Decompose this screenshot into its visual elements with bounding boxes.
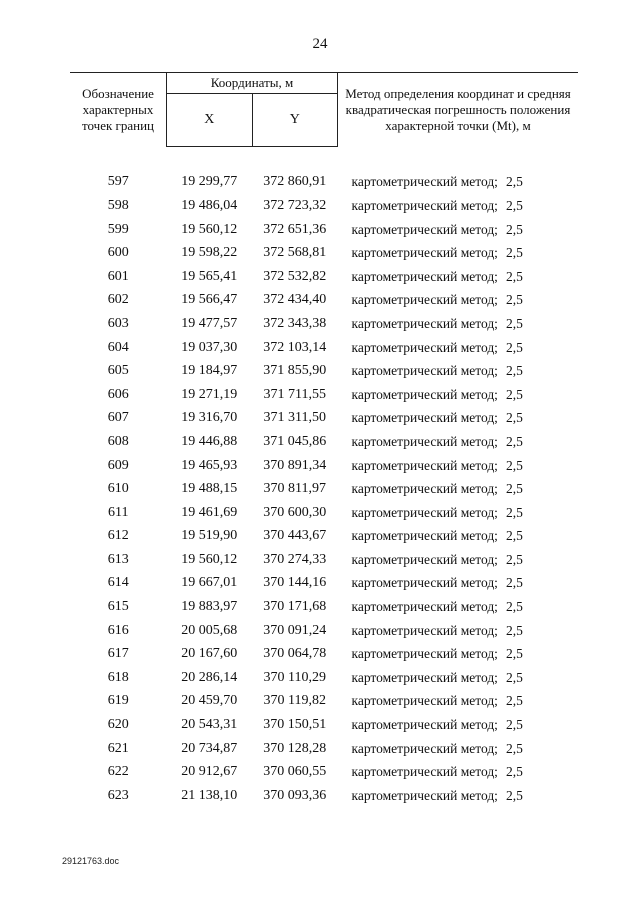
accuracy-value: 2,5	[505, 363, 523, 379]
accuracy-value: 2,5	[505, 174, 523, 190]
y-coordinate-cell: 370 171,68	[263, 599, 327, 615]
y-coordinate-cell: 370 128,28	[263, 740, 327, 756]
accuracy-value: 2,5	[505, 457, 523, 473]
accuracy-value: 2,5	[505, 292, 523, 308]
method-cell	[338, 171, 579, 195]
method-text: картометрический метод;	[351, 221, 498, 237]
y-coordinate-cell: 372 532,82	[263, 268, 327, 284]
method-text: картометрический метод;	[351, 787, 498, 803]
y-coordinate-cell: 372 723,32	[263, 197, 327, 213]
method-cell	[338, 666, 579, 690]
method-text: картометрический метод;	[351, 528, 498, 544]
method-cell	[338, 784, 579, 808]
point-number-cell: 615	[107, 599, 129, 615]
table-row	[70, 760, 578, 784]
method-cell	[338, 383, 579, 407]
x-coordinate-cell: 19 519,90	[181, 528, 238, 544]
method-cell	[338, 289, 579, 313]
table-row	[70, 241, 578, 265]
method-text: картометрический метод;	[351, 764, 498, 780]
point-number-cell: 618	[107, 669, 129, 685]
point-number-cell: 619	[107, 693, 129, 709]
method-text: картометрический метод;	[351, 646, 498, 662]
method-cell	[338, 619, 579, 643]
point-number-cell: 611	[108, 504, 129, 520]
method-cell	[338, 525, 579, 549]
table-row	[70, 430, 578, 454]
accuracy-value: 2,5	[505, 740, 523, 756]
method-text: картометрический метод;	[351, 504, 498, 520]
point-number-cell: 607	[107, 410, 129, 426]
point-number-cell: 602	[107, 292, 129, 308]
y-coordinate-cell: 371 711,55	[263, 386, 326, 402]
method-text: картометрический метод;	[351, 693, 498, 709]
accuracy-value: 2,5	[505, 575, 523, 591]
x-coordinate-cell: 19 184,97	[181, 363, 238, 379]
accuracy-value: 2,5	[505, 669, 523, 685]
table-row	[70, 525, 578, 549]
accuracy-value: 2,5	[505, 481, 523, 497]
method-cell	[338, 642, 579, 666]
method-cell	[338, 477, 579, 501]
y-coordinate-cell: 370 110,29	[263, 669, 326, 685]
y-coordinate-cell: 370 811,97	[263, 481, 326, 497]
y-coordinate-cell: 371 045,86	[263, 433, 327, 449]
x-coordinate-cell: 19 465,93	[181, 457, 238, 473]
accuracy-value: 2,5	[505, 551, 523, 567]
accuracy-value: 2,5	[505, 787, 523, 803]
table-row	[70, 171, 578, 195]
x-coordinate-cell: 20 912,67	[181, 764, 238, 780]
y-coordinate-cell: 370 600,30	[263, 504, 327, 520]
x-coordinate-cell: 19 477,57	[181, 315, 238, 331]
method-text: картометрический метод;	[351, 622, 498, 638]
table-row	[70, 383, 578, 407]
method-cell	[338, 760, 579, 784]
x-coordinate-cell: 20 543,31	[181, 717, 238, 733]
x-coordinate-cell: 19 667,01	[181, 575, 238, 591]
y-coordinate-cell: 372 343,38	[263, 315, 327, 331]
table-row	[70, 572, 578, 596]
method-cell	[338, 407, 579, 431]
method-cell	[338, 336, 579, 360]
y-coordinate-cell: 372 568,81	[263, 245, 327, 261]
table-row	[70, 501, 578, 525]
method-text: картометрический метод;	[351, 599, 498, 615]
x-coordinate-cell: 20 167,60	[181, 646, 238, 662]
x-coordinate-cell: 19 560,12	[181, 221, 238, 237]
header-point-designation: Обозначение характерных точек границ	[70, 73, 167, 147]
accuracy-value: 2,5	[505, 268, 523, 284]
accuracy-value: 2,5	[505, 528, 523, 544]
y-coordinate-cell: 370 144,16	[263, 575, 327, 591]
document-id: 29121763.doc	[62, 856, 120, 866]
table-row	[70, 595, 578, 619]
accuracy-value: 2,5	[505, 386, 523, 402]
table-row	[70, 619, 578, 643]
y-coordinate-cell: 370 150,51	[263, 717, 327, 733]
table-row	[70, 642, 578, 666]
point-number-cell: 600	[107, 245, 129, 261]
header-method: Метод определения координат и средняя квадратическая погрешность положения характерной точки (Mt), м	[338, 73, 579, 147]
x-coordinate-cell: 19 486,04	[181, 197, 238, 213]
point-number-cell: 604	[107, 339, 129, 355]
accuracy-value: 2,5	[505, 433, 523, 449]
point-number-cell: 601	[107, 268, 129, 284]
table-row	[70, 784, 578, 808]
accuracy-value: 2,5	[505, 646, 523, 662]
method-cell	[338, 312, 579, 336]
point-number-cell: 608	[107, 433, 129, 449]
method-text: картометрический метод;	[351, 386, 498, 402]
x-coordinate-cell: 19 271,19	[181, 386, 238, 402]
table-row	[70, 312, 578, 336]
y-coordinate-cell: 370 119,82	[263, 693, 326, 709]
accuracy-value: 2,5	[505, 339, 523, 355]
method-text: картометрический метод;	[351, 457, 498, 473]
method-cell	[338, 194, 579, 218]
y-coordinate-cell: 372 103,14	[263, 339, 327, 355]
y-coordinate-cell: 370 060,55	[263, 764, 327, 780]
method-cell	[338, 501, 579, 525]
method-text: картометрический метод;	[351, 481, 498, 497]
y-coordinate-cell: 370 064,78	[263, 646, 327, 662]
accuracy-value: 2,5	[505, 717, 523, 733]
x-coordinate-cell: 19 461,69	[181, 504, 238, 520]
method-text: картометрический метод;	[351, 669, 498, 685]
point-number-cell: 606	[107, 386, 129, 402]
method-text: картометрический метод;	[351, 717, 498, 733]
method-cell	[338, 572, 579, 596]
method-text: картометрический метод;	[351, 315, 498, 331]
point-number-cell: 612	[107, 528, 129, 544]
table-row	[70, 548, 578, 572]
x-coordinate-cell: 19 316,70	[181, 410, 238, 426]
method-cell	[338, 713, 579, 737]
y-coordinate-cell: 370 891,34	[263, 457, 327, 473]
x-coordinate-cell: 20 734,87	[181, 740, 238, 756]
point-number-cell: 610	[107, 481, 129, 497]
header-coordinates: Координаты, м	[167, 73, 338, 94]
method-text: картометрический метод;	[351, 339, 498, 355]
table-body	[70, 147, 578, 808]
x-coordinate-cell: 19 566,47	[181, 292, 238, 308]
table-row	[70, 407, 578, 431]
method-text: картометрический метод;	[351, 197, 498, 213]
method-cell	[338, 548, 579, 572]
method-cell	[338, 265, 579, 289]
y-coordinate-cell: 370 091,24	[263, 622, 327, 638]
x-coordinate-cell: 19 446,88	[181, 433, 238, 449]
point-number-cell: 622	[107, 764, 129, 780]
method-text: картометрический метод;	[351, 740, 498, 756]
accuracy-value: 2,5	[505, 622, 523, 638]
method-cell	[338, 241, 579, 265]
header-y: Y	[252, 94, 338, 147]
point-number-cell: 616	[107, 622, 129, 638]
table-row	[70, 289, 578, 313]
point-number-cell: 599	[107, 221, 129, 237]
point-number-cell: 609	[107, 457, 129, 473]
accuracy-value: 2,5	[505, 693, 523, 709]
table-row	[70, 454, 578, 478]
point-number-cell: 603	[107, 315, 129, 331]
table-row	[70, 713, 578, 737]
method-cell	[338, 359, 579, 383]
method-text: картометрический метод;	[351, 433, 498, 449]
x-coordinate-cell: 21 138,10	[181, 787, 238, 803]
method-text: картометрический метод;	[351, 410, 498, 426]
table-row	[70, 194, 578, 218]
accuracy-value: 2,5	[505, 504, 523, 520]
x-coordinate-cell: 19 883,97	[181, 599, 238, 615]
method-cell	[338, 454, 579, 478]
x-coordinate-cell: 19 488,15	[181, 481, 238, 497]
point-number-cell: 620	[107, 717, 129, 733]
method-text: картометрический метод;	[351, 363, 498, 379]
y-coordinate-cell: 371 311,50	[263, 410, 326, 426]
method-cell	[338, 690, 579, 714]
y-coordinate-cell: 372 651,36	[263, 221, 327, 237]
method-cell	[338, 595, 579, 619]
accuracy-value: 2,5	[505, 245, 523, 261]
method-text: картометрический метод;	[351, 174, 498, 190]
point-number-cell: 598	[107, 197, 129, 213]
y-coordinate-cell: 370 093,36	[263, 787, 327, 803]
table-row	[70, 666, 578, 690]
table-row	[70, 336, 578, 360]
table-row	[70, 359, 578, 383]
x-coordinate-cell: 19 565,41	[181, 268, 238, 284]
page-number: 24	[312, 36, 328, 52]
table-row	[70, 265, 578, 289]
y-coordinate-cell: 372 860,91	[263, 174, 327, 190]
accuracy-value: 2,5	[505, 410, 523, 426]
table-row	[70, 218, 578, 242]
point-number-cell: 597	[107, 174, 129, 190]
x-coordinate-cell: 19 560,12	[181, 551, 238, 567]
header-x: X	[167, 94, 253, 147]
table-row	[70, 690, 578, 714]
point-number-cell: 605	[107, 363, 129, 379]
method-text: картометрический метод;	[351, 575, 498, 591]
x-coordinate-cell: 19 598,22	[181, 245, 238, 261]
method-text: картометрический метод;	[351, 551, 498, 567]
accuracy-value: 2,5	[505, 764, 523, 780]
method-cell	[338, 737, 579, 761]
point-number-cell: 614	[107, 575, 129, 591]
method-text: картометрический метод;	[351, 245, 498, 261]
method-text: картометрический метод;	[351, 292, 498, 308]
accuracy-value: 2,5	[505, 221, 523, 237]
accuracy-value: 2,5	[505, 315, 523, 331]
y-coordinate-cell: 370 274,33	[263, 551, 327, 567]
x-coordinate-cell: 20 459,70	[181, 693, 238, 709]
coordinates-table	[70, 72, 578, 808]
x-coordinate-cell: 19 299,77	[181, 174, 238, 190]
method-cell	[338, 430, 579, 454]
method-text: картометрический метод;	[351, 268, 498, 284]
table-row	[70, 477, 578, 501]
table-row	[70, 737, 578, 761]
point-number-cell: 617	[107, 646, 129, 662]
y-coordinate-cell: 372 434,40	[263, 292, 327, 308]
y-coordinate-cell: 371 855,90	[263, 363, 327, 379]
accuracy-value: 2,5	[505, 599, 523, 615]
point-number-cell: 623	[107, 787, 129, 803]
x-coordinate-cell: 20 005,68	[181, 622, 238, 638]
x-coordinate-cell: 19 037,30	[181, 339, 238, 355]
x-coordinate-cell: 20 286,14	[181, 669, 238, 685]
point-number-cell: 621	[107, 740, 129, 756]
accuracy-value: 2,5	[505, 197, 523, 213]
method-cell	[338, 218, 579, 242]
point-number-cell: 613	[107, 551, 129, 567]
y-coordinate-cell: 370 443,67	[263, 528, 327, 544]
